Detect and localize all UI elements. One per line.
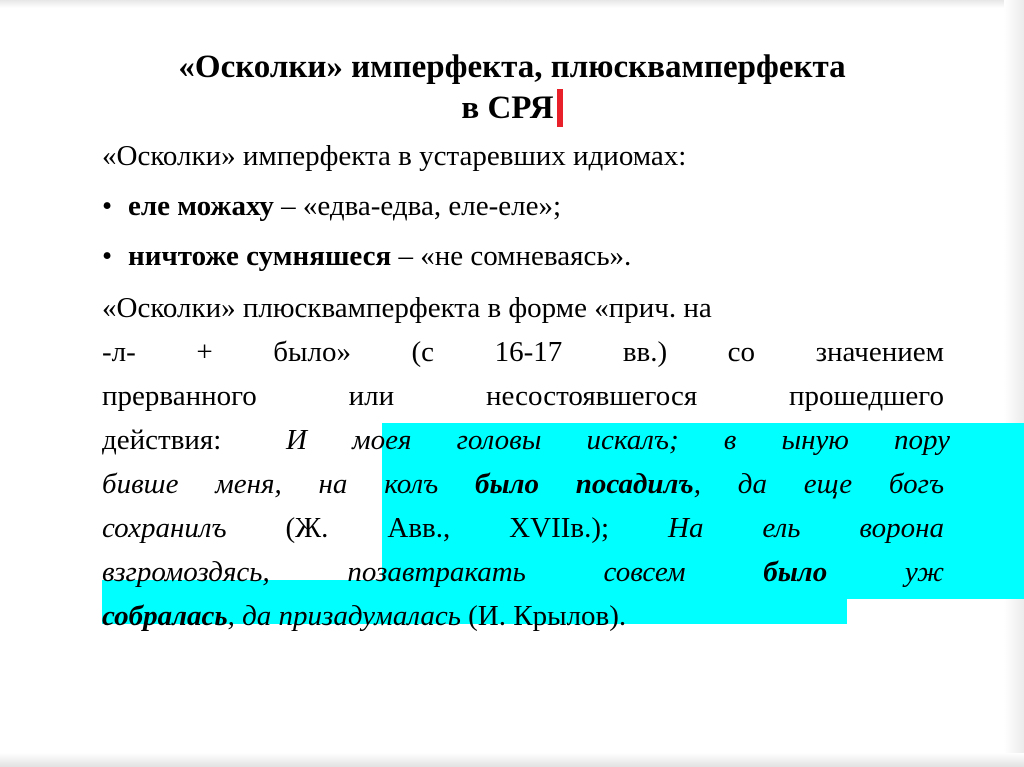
bullet-icon: • — [102, 240, 113, 272]
word: + — [196, 336, 213, 368]
quote-text: На ель ворона — [668, 512, 944, 544]
title-line-2 — [60, 88, 964, 129]
list-item — [102, 234, 944, 278]
slide-frame-bottom — [0, 753, 1024, 767]
slide-frame-right — [1004, 0, 1024, 767]
idiom-term: еле можаху — [128, 190, 274, 222]
word: 16-17 — [494, 336, 563, 368]
quote-text: И моея головы искалъ; в ыную пору — [286, 424, 950, 456]
title-line-2-text: в СРЯ — [461, 90, 554, 126]
title-line-1: «Осколки» имперфекта, плюсквамперфекта — [178, 49, 846, 85]
source-citation: (И. Крылов). — [460, 600, 627, 632]
key-phrase: было посадилъ — [475, 468, 694, 500]
example-line-5 — [102, 594, 944, 638]
text-cursor — [557, 89, 563, 127]
idiom-gloss: – «едва-едва, еле-еле»; — [273, 190, 561, 222]
source-citation: (Ж. Авв., XVIIв.); — [226, 512, 669, 544]
word: несостоявшегося — [486, 380, 698, 412]
bullet-icon: • — [102, 190, 113, 222]
intro-imperfect: «Осколки» имперфекта в устаревших идиомах: — [102, 140, 687, 172]
quote-text: , да еще богъ — [693, 468, 944, 500]
intro-pluperfect-line-2 — [102, 330, 944, 374]
word: -л- — [102, 336, 136, 368]
intro-pluperfect-line-3 — [102, 374, 944, 418]
slide-body — [102, 134, 950, 638]
word: или — [348, 380, 395, 412]
word: вв.) — [622, 336, 668, 368]
quote-text: сохранилъ — [102, 512, 227, 544]
idiom-gloss: – «не сомневаясь». — [391, 240, 632, 272]
quote-text: взгромоздясь, позавтракать совсем — [102, 556, 764, 588]
example-line-1 — [102, 418, 950, 462]
example-line-3 — [102, 506, 944, 550]
intro-pluperfect-line-1: «Осколки» плюсквамперфекта в форме «прич. на — [102, 292, 712, 324]
example-line-4 — [102, 550, 944, 594]
word: со — [727, 336, 756, 368]
word: (с — [411, 336, 435, 368]
intro-pluperfect-line-4: действия: — [102, 424, 222, 456]
quote-text: бивше меня, на колъ — [102, 468, 475, 500]
list-item — [102, 184, 944, 228]
key-phrase: собралась — [102, 600, 228, 632]
word: прерванного — [102, 380, 257, 412]
word: значением — [815, 336, 944, 368]
slide-frame-top — [0, 0, 1024, 8]
example-line-2 — [102, 462, 944, 506]
word: было» — [273, 336, 351, 368]
quote-text: уж — [827, 556, 944, 588]
idiom-term: ничтоже сумняшеся — [128, 240, 392, 272]
word: прошедшего — [789, 380, 944, 412]
slide-title — [60, 47, 964, 129]
key-phrase: было — [763, 556, 828, 588]
quote-text: , да призадумалась — [227, 600, 461, 632]
